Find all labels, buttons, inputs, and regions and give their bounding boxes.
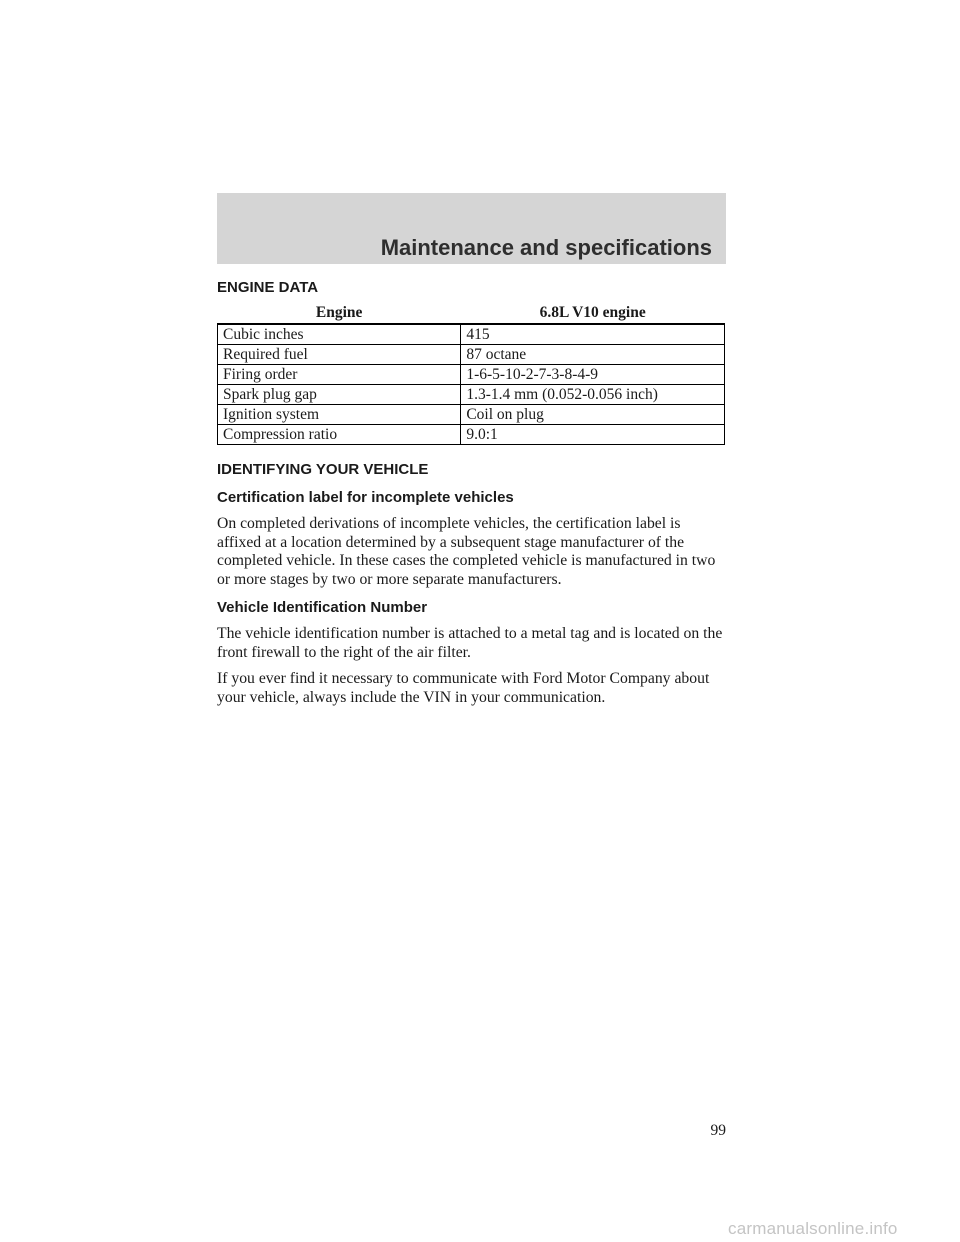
engine-data-heading: ENGINE DATA: [217, 279, 319, 296]
table-cell-label: Compression ratio: [218, 425, 461, 445]
table-cell-value: 1.3-1.4 mm (0.052-0.056 inch): [461, 385, 725, 405]
table-cell-label: Required fuel: [218, 345, 461, 365]
table-cell-value: 1-6-5-10-2-7-3-8-4-9: [461, 365, 725, 385]
table-cell-label: Firing order: [218, 365, 461, 385]
table-header-row: [218, 303, 725, 324]
table-cell-value: 415: [461, 324, 725, 345]
certification-label-paragraph: On completed derivations of incomplete vehicles, the certification label is affixed at a location determined by a subsequent stage manufacturer of the completed vehicle. In these cases the completed vehicle is manufactured in two or more stages by two or more separate manufacturers.: [217, 515, 716, 588]
table-cell-label: Spark plug gap: [218, 385, 461, 405]
vin-heading: Vehicle Identification Number: [217, 599, 428, 616]
table-row: [218, 324, 725, 345]
engine-data-table: [217, 303, 725, 445]
table-cell-value: 9.0:1: [461, 425, 725, 445]
table-header-engine: Engine: [218, 303, 461, 324]
table-row: [218, 425, 725, 445]
certification-label-heading: Certification label for incomplete vehicles: [217, 489, 514, 506]
page-content: [217, 279, 726, 707]
section-header-title: Maintenance and specifications: [380, 235, 712, 260]
vin-location-paragraph: The vehicle identification number is attached to a metal tag and is located on the front firewall to the right of the air filter.: [217, 625, 723, 661]
table-cell-value: 87 octane: [461, 345, 725, 365]
table-cell-label: Cubic inches: [218, 324, 461, 345]
table-header-engine-type: 6.8L V10 engine: [461, 303, 725, 324]
vin-communication-paragraph: If you ever find it necessary to communicate with Ford Motor Company about your vehicle, always include the VIN in your communication.: [217, 670, 710, 706]
page-number: 99: [710, 1122, 726, 1139]
table-cell-label: Ignition system: [218, 405, 461, 425]
watermark-text: carmanualsonline.info: [728, 1219, 898, 1238]
section-header-band: [217, 193, 726, 264]
identifying-vehicle-heading: IDENTIFYING YOUR VEHICLE: [217, 461, 429, 478]
table-row: [218, 385, 725, 405]
table-row: [218, 345, 725, 365]
table-row: [218, 365, 725, 385]
table-row: [218, 405, 725, 425]
table-cell-value: Coil on plug: [461, 405, 725, 425]
